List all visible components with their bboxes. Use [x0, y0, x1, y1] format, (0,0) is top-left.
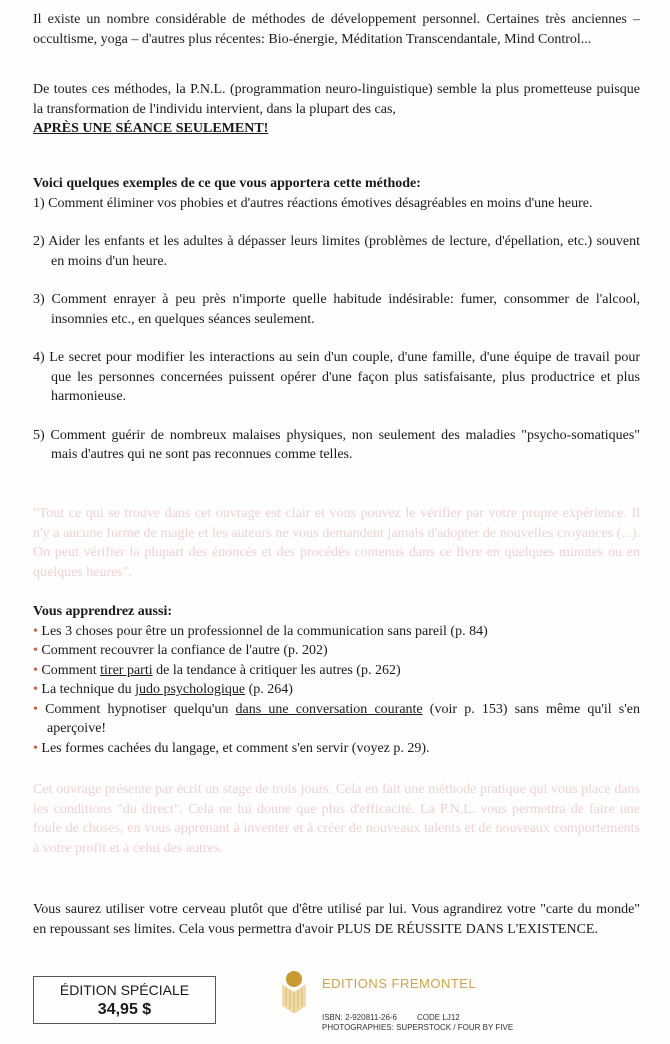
learn-title: Vous apprendrez aussi:: [33, 604, 173, 619]
example-item: 4) Le secret pour modifier les interactions au sein d'un couple, d'une famille, d'une équipe de travail pour que les personnes concernées puissent opérer d'une façon plus satisfaisante, plus productrice et plus harmonieuse.: [33, 350, 640, 404]
learn-item: [33, 661, 640, 681]
price-box: [33, 976, 216, 1024]
t: tirer parti: [100, 662, 153, 678]
learn-item: [33, 700, 640, 739]
example-item: 2) Aider les enfants et les adultes à dépasser leurs limites (problèmes de lecture, d'épellation, etc.) souvent en moins d'un heure.: [33, 234, 640, 269]
t: Comment hypnotiser quelqu'un: [45, 701, 236, 717]
learn-item: • Comment recouvrer la confiance de l'autre (p. 202): [33, 641, 640, 661]
pnl-text: De toutes ces méthodes, la P.N.L. (programmation neuro-linguistique) semble la plus prometteuse puisque la transformation de l'individu intervient, dans la plupart des cas,: [33, 82, 640, 117]
learn-item: • Les formes cachées du langage, et comment s'en servir (voyez p. 29).: [33, 739, 640, 759]
examples-section: [33, 174, 640, 484]
intro-paragraph: Il existe un nombre considérable de méthodes de développement personnel. Certaines très anciennes – occultisme, yoga – d'autres plus récentes: Bio-énergie, Méditation Transcendantale, Mind Control...: [33, 12, 640, 47]
pnl-paragraph: [33, 80, 640, 139]
learn-section: [33, 602, 640, 758]
learn-item: [33, 680, 640, 700]
closing-paragraph: Vous saurez utiliser votre cerveau plutôt que d'être utilisé par lui. Vous agrandirez votre "carte du monde" en repoussant ses limites. Cela vous permettra d'avoir PLUS DE RÉUSSITE DANS L'EXISTENCE.: [33, 902, 640, 937]
example-item: 3) Comment enrayer à peu près n'importe quelle habitude indésirable: fumer, consommer de l'alcool, insomnies etc., en quelques séances seulement.: [33, 292, 640, 327]
price: 34,95 $: [97, 1001, 152, 1018]
code: CODE LJ12: [417, 1013, 460, 1022]
stage-paragraph: Cet ouvrage présente par écrit un stage de trois jours. Cela en fait une méthode pratique qui vous place dans les conditions "du direct". Cela ne lui donne que plus d'efficacité. La P.N.L. vous permettra de faire une foule de choses, en vous apprenant à inventer et à créer de nouveaux talents et de nouveaux comportements à votre profit et à celui des autres.: [33, 782, 640, 856]
t: La technique du: [41, 682, 136, 697]
examples-title: Voici quelques exemples de ce que vous apportera cette méthode:: [33, 176, 421, 191]
pnl-emphasis: APRÈS UNE SÉANCE SEULEMENT!: [33, 121, 269, 136]
learn-item: • Les 3 choses pour être un professionnel de la communication sans pareil (p. 84): [33, 622, 640, 642]
quote-paragraph: "Tout ce qui se trouve dans cet ouvrage est clair et vous pouvez le vérifier par votre propre expérience. Il n'y a aucune forme de magie et les auteurs ne vous demandent jamais d'adopter de nouvelles croyances (...). On peut vérifier la plupart des énoncés et des procédés contenus dans ce livre en quelques minutes ou en quelques heures".: [33, 506, 640, 580]
publisher-logo-icon: [282, 970, 312, 1014]
t: Comment: [41, 662, 101, 678]
isbn: ISBN: 2-920811-26-6: [322, 1013, 398, 1022]
example-item: 5) Comment guérir de nombreux malaises physiques, non seulement des maladies "psycho-somatiques" mais d'autres qui ne sont pas reconnues comme telles.: [33, 427, 640, 462]
book-meta: [322, 1013, 513, 1033]
t: (p. 264): [245, 682, 293, 697]
edition-label: ÉDITION SPÉCIALE: [59, 982, 190, 998]
t: judo psychologique: [135, 682, 246, 697]
example-item: 1) Comment éliminer vos phobies et d'autres réactions émotives désagréables en moins d'une heure.: [33, 195, 593, 211]
t: de la tendance à critiquer les autres (p. 262): [152, 662, 401, 678]
t: dans une conversation courante: [235, 701, 423, 717]
photo-credits: PHOTOGRAPHIES: SUPERSTOCK / FOUR BY FIVE: [322, 1023, 514, 1032]
t: (voir p. 153) sans même qu'il s'en aperçoive!: [47, 701, 640, 736]
publisher-name: EDITIONS FREMONTEL: [322, 976, 477, 991]
